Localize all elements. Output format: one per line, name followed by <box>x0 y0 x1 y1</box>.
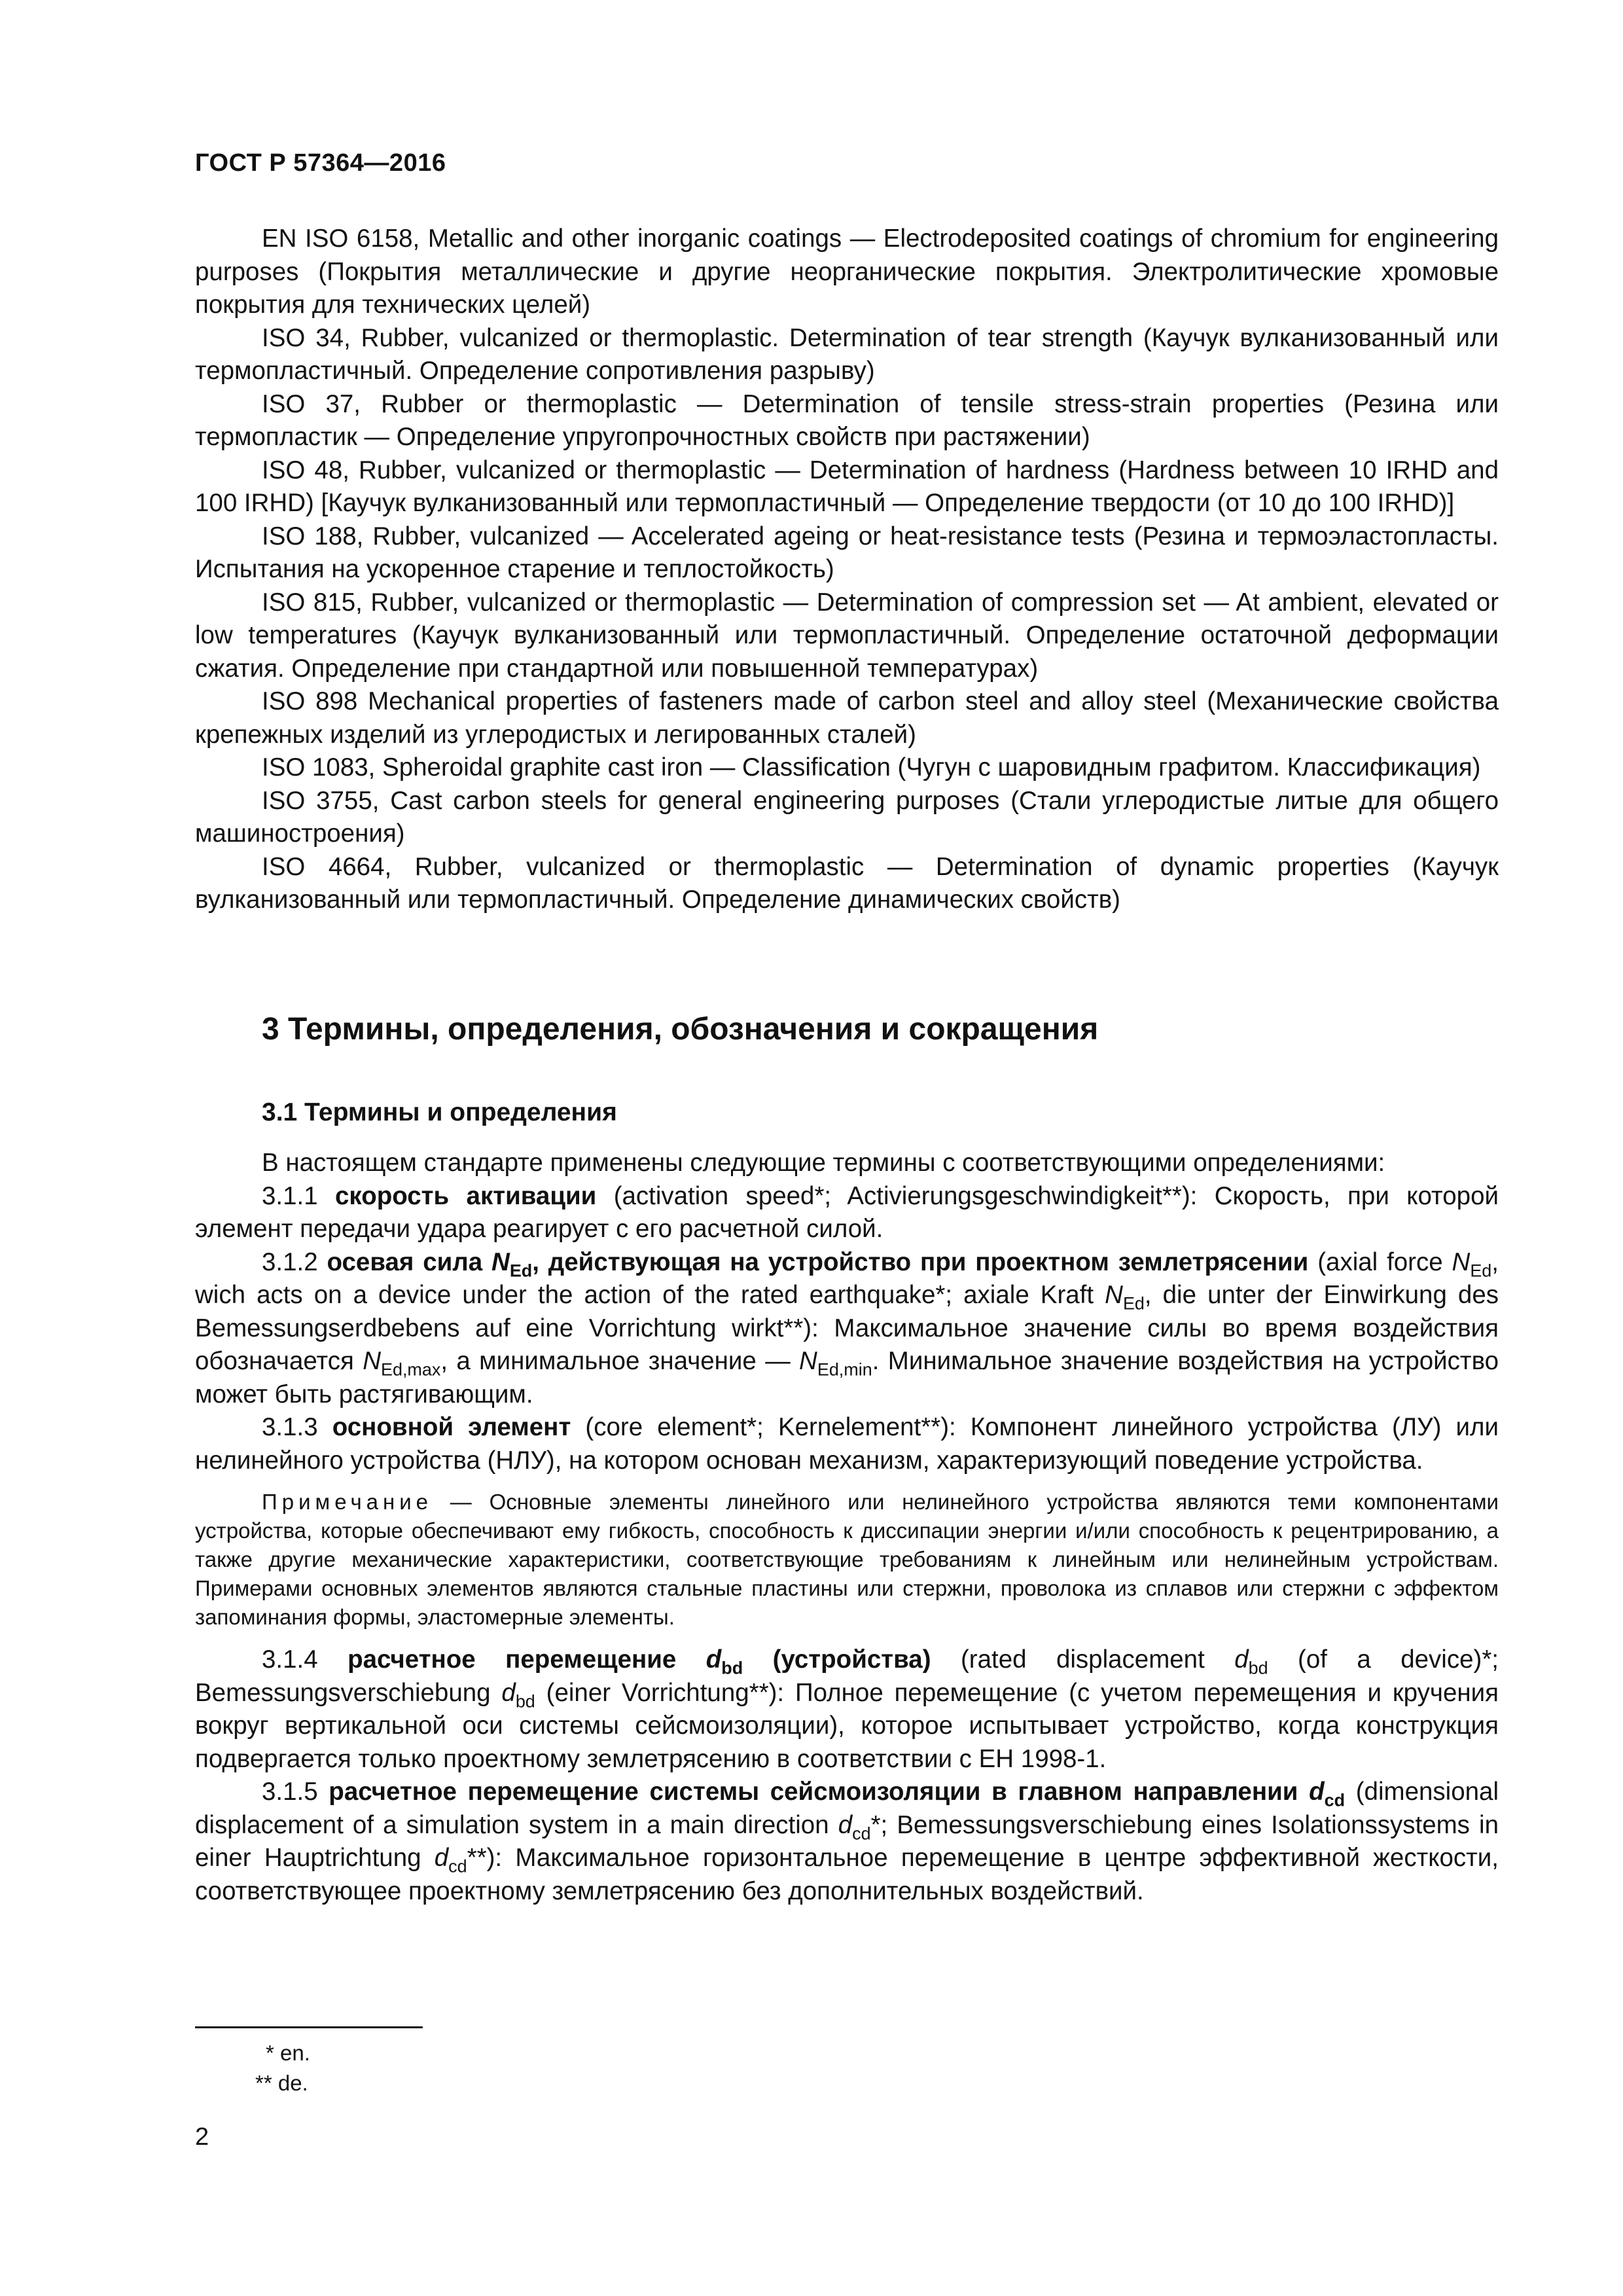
term-definition: (core element*; Kernelement**): Компонент линейного устройства (ЛУ) или нелинейного устройства (НЛУ), на котором основан механизм, характеризующий поведение устройства. <box>195 1413 1499 1475</box>
reference-item: ISO 48, Rubber, vulcanized or thermoplastic — Determination of hardness (Hardness between 10 IRHD and 100 IRHD) [Каучук вулканизованный или термопластичный — Определение твердости (от 10 до 100 IRHD)] <box>195 456 1499 517</box>
term-3-1-4: 3.1.4 расчетное перемещение $d_{bd}$ (устройства) (rated displacement $d_{bd}$ (of a device)*; Bemessungsverschiebung $d_{bd}$ (einer Vorrichtung**): Полное перемещение (с учетом перемещения и кручения вокруг вертикальной оси системы сейсмоизоляции), которое испытывает устройство, когда конструкция подвергается только проектному землетрясению в соответствии с ЕН 1998-1. <box>195 1645 1499 1773</box>
reference-item: ISO 188, Rubber, vulcanized — Accelerated ageing or heat-resistance tests (Резина и термоэластопласты. Испытания на ускоренное старение и теплостойкость) <box>195 522 1499 583</box>
note-text: — Основные элементы линейного или нелинейного устройства являются теми компонентами устройства, которые обеспечивают ему гибкость, способность к диссипации энергии и/или способность к рецентрированию, а также другие механические характеристики, соответствующие требованиям к линейным или нелинейным устройствам. Примерами основных элементов являются стальные пластины или стержни, проволока из сплавов или стержни с эффектом запоминания формы, эластомерные элементы. <box>195 1490 1499 1629</box>
reference-item: ISO 898 Mechanical properties of fasteners made of carbon steel and alloy steel (Механические свойства крепежных изделий из углеродистых и легированных сталей) <box>195 687 1499 749</box>
terms-body <box>195 1147 1499 1908</box>
term-number: 3.1.3 <box>262 1413 332 1441</box>
section-3-1-heading: 3.1 Термины и определения <box>262 1098 617 1126</box>
reference-item: ISO 3755, Cast carbon steels for general engineering purposes (Стали углеродистые литые для общего машиностроения) <box>195 786 1499 848</box>
term-number: 3.1.2 <box>262 1247 327 1276</box>
reference-item: ISO 34, Rubber, vulcanized or thermoplastic. Determination of tear strength (Каучук вулканизованный или термопластичный. Определение сопротивления разрыву) <box>195 323 1499 385</box>
term-3-1-5: 3.1.5 расчетное перемещение системы сейсмоизоляции в главном направлении $d_{cd}$ (dimensional displacement of a simulation system in a main direction $d_{cd}*$; Bemessungsverschiebung eines Isolationssystems in einer Hauptrichtung $d_{cd}**$): Максимальное горизонтальное перемещение в центре эффективной жесткости, соответствующее проектному землетрясению без дополнительных воздействий. <box>195 1778 1499 1905</box>
reference-item: ISO 4664, Rubber, vulcanized or thermoplastic — Determination of dynamic properties (Каучук вулканизованный или термопластичный. Определение динамических свойств) <box>195 852 1499 914</box>
footnote-item: * en. <box>266 2041 310 2065</box>
reference-item: ISO 815, Rubber, vulcanized or thermoplastic — Determination of compression set — At ambient, elevated or low temperatures (Каучук вулканизованный или термопластичный. Определение остаточной деформации сжатия. Определение при стандартной или повышенной температурах) <box>195 588 1499 683</box>
term-number: 3.1.4 <box>262 1645 348 1674</box>
term-3-1-3 <box>195 1411 1499 1477</box>
footnotes <box>255 2038 310 2098</box>
term-number: 3.1.1 <box>262 1181 336 1210</box>
section-3-heading: 3 Термины, определения, обозначения и сокращения <box>262 1012 1099 1047</box>
term-name: осевая сила $N_{Ed}$, действующая на устройство при проектном землетрясении <box>327 1247 1309 1280</box>
terms-intro: В настоящем стандарте применены следующие термины с соответствующими определениями: <box>262 1149 1385 1177</box>
term-number: 3.1.5 <box>262 1778 329 1806</box>
term-definition: (activation speed*; Activierungsgeschwindigkeit**): Скорость, при которой элемент передачи удара реагирует с его расчетной силой. <box>195 1181 1499 1243</box>
page-header-standard-id: ГОСТ Р 57364—2016 <box>195 149 446 177</box>
term-name: скорость активации <box>335 1181 597 1210</box>
term-name: основной элемент <box>332 1413 571 1441</box>
term-3-1-1 <box>195 1180 1499 1246</box>
term-3-1-2: 3.1.2 осевая сила $N_{Ed}$, действующая на устройство при проектном землетрясении (axial force $N_{Ed}$, wich acts on a device under the action of the rated earthquake*; axiale Kraft $N_{Ed}$, die unter der Einwirkung des Bemessungserdbebens auf eine Vorrichtung wirkt**): Максимальное значение силы во время воздействия обозначается $N_{Ed,max}$, а минимальное значение — $N_{Ed,min}$. Минимальное значение воздействия на устройство может быть растягивающим. <box>195 1247 1499 1408</box>
reference-item: ISO 1083, Spheroidal graphite cast iron — Classification (Чугун с шаровидным графитом. Классификация) <box>262 753 1481 781</box>
reference-item: ISO 37, Rubber or thermoplastic — Determination of tensile stress-strain properties (Резина или термопластик — Определение упругопрочностных свойств при растяжении) <box>195 389 1499 451</box>
term-name: расчетное перемещение $d_{bd}$ (устройства) <box>348 1645 931 1678</box>
page-number: 2 <box>195 2123 209 2151</box>
footnote-separator <box>195 2026 423 2028</box>
normative-references-list <box>195 223 1499 917</box>
note-paragraph <box>195 1488 1499 1632</box>
note-label: Примечание <box>262 1490 433 1514</box>
reference-item: EN ISO 6158, Metallic and other inorganic coatings — Electrodeposited coatings of chromium for engineering purposes (Покрытия металлические и другие неорганические покрытия. Электролитические хромовые покрытия для технических целей) <box>195 224 1499 319</box>
term-name: расчетное перемещение системы сейсмоизоляции в главном направлении $d_{cd}$ <box>329 1778 1346 1810</box>
footnote-item: ** de. <box>255 2071 308 2095</box>
